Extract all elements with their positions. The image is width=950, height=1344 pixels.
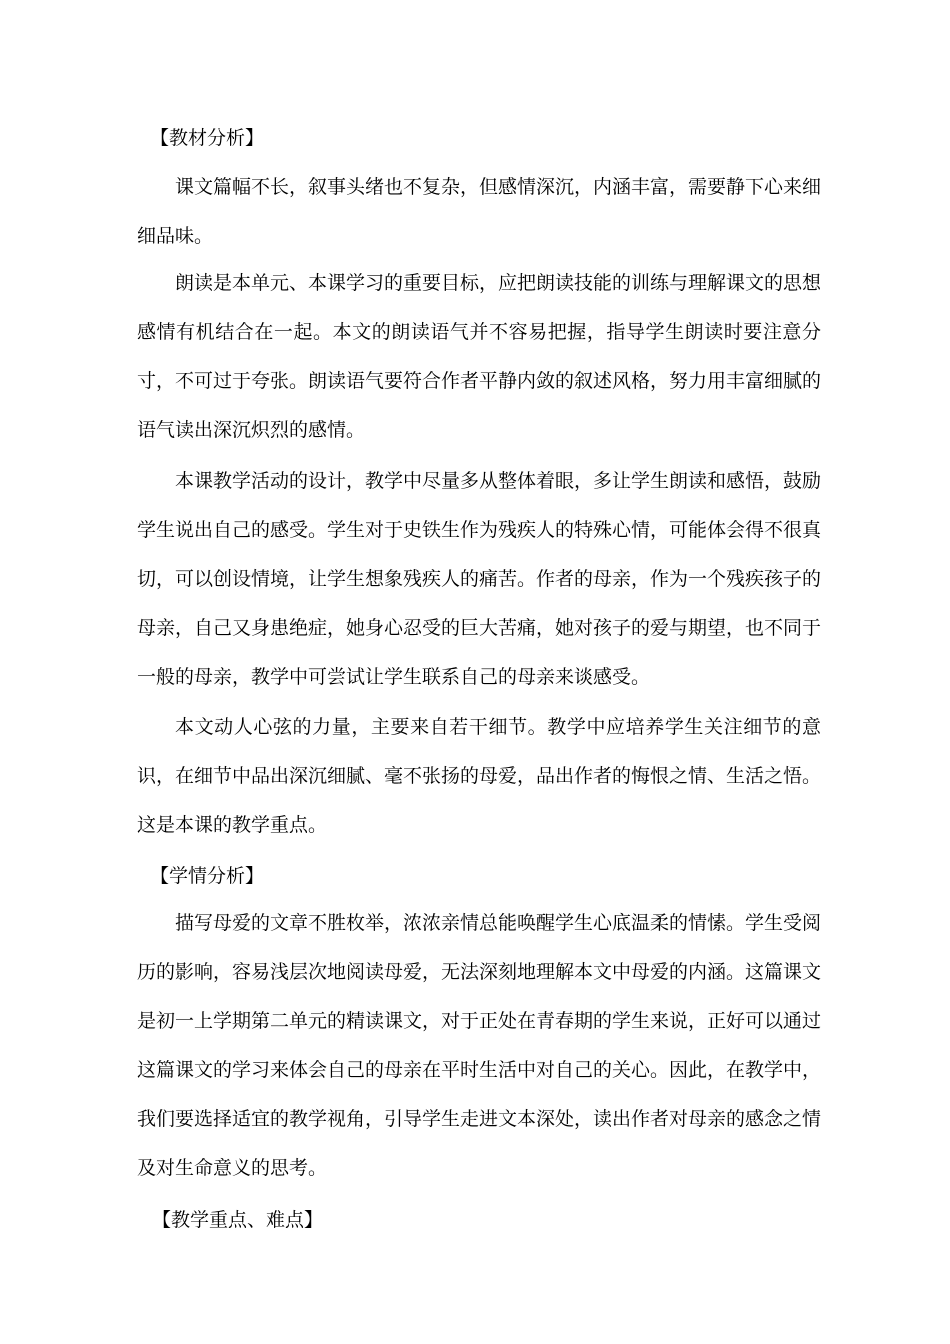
section-heading-textbook-analysis: 【教材分析】 — [150, 127, 265, 149]
paragraph-textbook-3: 本课教学活动的设计，教学中尽量多从整体着眼，多让学生朗读和感悟，鼓励学生说出自己的感受。学生对于史铁生作为残疾人的特殊心情，可能体会得不很真切，可以创设情境，让学生想象残疾人的痛苦。作者的母亲，作为一个残疾孩子的母亲，自己又身患绝症，她身心忍受的巨大苦痛，她对孩子的爱与期望，也不同于一般的母亲，教学中可尝试让学生联系自己的母亲来谈感受。 — [137, 470, 822, 688]
paragraph-textbook-2: 朗读是本单元、本课学习的重要目标，应把朗读技能的训练与理解课文的思想感情有机结合在一起。本文的朗读语气并不容易把握，指导学生朗读时要注意分寸，不可过于夸张。朗读语气要符合作者平静内敛的叙述风格，努力用丰富细腻的语气读出深沉炽烈的感情。 — [137, 272, 822, 441]
section-heading-student-analysis: 【学情分析】 — [150, 865, 265, 887]
paragraph-textbook-1: 课文篇幅不长，叙事头绪也不复杂，但感情深沉，内涵丰富，需要静下心来细细品味。 — [137, 176, 822, 247]
paragraph-textbook-4: 本文动人心弦的力量，主要来自若干细节。教学中应培养学生关注细节的意识，在细节中品出深沉细腻、毫不张扬的母爱，品出作者的悔恨之情、生活之悟。这是本课的教学重点。 — [137, 716, 822, 836]
paragraph-student-1: 描写母爱的文章不胜枚举，浓浓亲情总能唤醒学生心底温柔的情愫。学生受阅历的影响，容易浅层次地阅读母爱，无法深刻地理解本文中母爱的内涵。这篇课文是初一上学期第二单元的精读课文，对于正处在青春期的学生来说，正好可以通过这篇课文的学习来体会自己的母亲在平时生活中对自己的关心。因此，在教学中，我们要选择适宜的教学视角，引导学生走进文本深处，读出作者对母亲的感念之情及对生命意义的思考。 — [137, 912, 822, 1179]
section-heading-key-difficult-points: 【教学重点、难点】 — [152, 1209, 324, 1231]
